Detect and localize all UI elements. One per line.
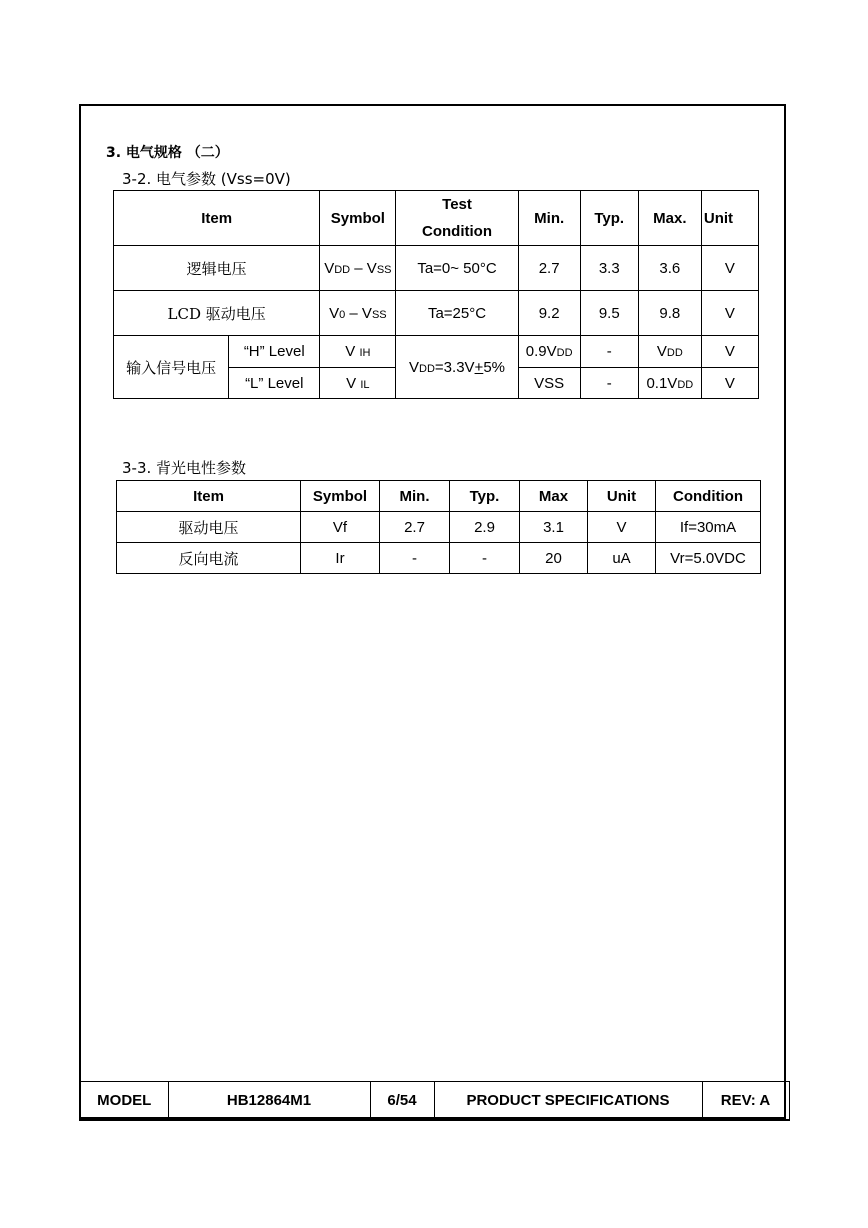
- col-test-line2: Condition: [422, 223, 492, 240]
- row-condition: Ta=0~ 50°C: [396, 246, 518, 291]
- col-item: Item: [114, 191, 320, 246]
- col-condition: Condition: [656, 481, 761, 512]
- col-unit: Unit: [588, 481, 656, 512]
- col-typ: Typ.: [580, 191, 638, 246]
- col-typ: Typ.: [450, 481, 520, 512]
- row-max: 0.1VDD: [638, 368, 701, 399]
- row-level: “L” Level: [229, 368, 320, 399]
- row-max: 9.8: [638, 291, 701, 336]
- table-row: [117, 512, 761, 543]
- col-test-condition: [396, 191, 518, 246]
- row-symbol: Ir: [301, 543, 380, 574]
- col-symbol: Symbol: [301, 481, 380, 512]
- footer-bar: [79, 1081, 790, 1121]
- row-typ: 2.9: [450, 512, 520, 543]
- row-symbol: V IL: [320, 368, 396, 399]
- col-symbol: Symbol: [320, 191, 396, 246]
- row-condition: Vr=5.0VDC: [656, 543, 761, 574]
- row-symbol: VDD – VSS: [320, 246, 396, 291]
- row-min: 2.7: [380, 512, 450, 543]
- footer-rev: REV: A: [702, 1082, 789, 1121]
- row-item: 驱动电压: [117, 512, 301, 543]
- row-condition: If=30mA: [656, 512, 761, 543]
- table-header-row: [117, 481, 761, 512]
- row-min: VSS: [518, 368, 580, 399]
- col-min: Min.: [518, 191, 580, 246]
- row-unit: V: [701, 368, 758, 399]
- row-min: -: [380, 543, 450, 574]
- row-item: 反向电流: [117, 543, 301, 574]
- section-title: 3. 电气规格 （二）: [106, 145, 229, 161]
- row-item: 输入信号电压: [114, 336, 229, 399]
- row-unit: V: [701, 336, 758, 368]
- row-typ: -: [580, 368, 638, 399]
- row-max: 20: [520, 543, 588, 574]
- col-unit: Unit: [701, 191, 758, 246]
- row-unit: V: [701, 246, 758, 291]
- row-min: 9.2: [518, 291, 580, 336]
- row-symbol: Vf: [301, 512, 380, 543]
- row-typ: 9.5: [580, 291, 638, 336]
- col-max: Max.: [638, 191, 701, 246]
- row-typ: -: [580, 336, 638, 368]
- electrical-params-table: [113, 190, 759, 399]
- row-symbol: V0 – VSS: [320, 291, 396, 336]
- col-item: Item: [117, 481, 301, 512]
- col-min: Min.: [380, 481, 450, 512]
- table-row: [114, 291, 759, 336]
- row-unit: uA: [588, 543, 656, 574]
- backlight-params-table: [116, 480, 761, 574]
- col-max: Max: [520, 481, 588, 512]
- table-row: [114, 336, 759, 368]
- footer-page: 6/54: [370, 1082, 434, 1121]
- row-unit: V: [588, 512, 656, 543]
- table-row: [114, 246, 759, 291]
- row-condition: VDD=3.3V+5%: [396, 336, 518, 399]
- table-row: [117, 543, 761, 574]
- row-max: 3.1: [520, 512, 588, 543]
- table-header-row: [114, 191, 759, 246]
- row-min: 2.7: [518, 246, 580, 291]
- row-typ: 3.3: [580, 246, 638, 291]
- row-max: VDD: [638, 336, 701, 368]
- row-symbol: V IH: [320, 336, 396, 368]
- row-min: 0.9VDD: [518, 336, 580, 368]
- row-max: 3.6: [638, 246, 701, 291]
- col-test-line1: Test: [442, 196, 472, 213]
- row-level: “H” Level: [229, 336, 320, 368]
- backlight-params-title: 3-3. 背光电性参数: [122, 459, 247, 477]
- row-typ: -: [450, 543, 520, 574]
- footer-doc-title: PRODUCT SPECIFICATIONS: [434, 1082, 702, 1121]
- row-item: 逻辑电压: [114, 246, 320, 291]
- footer-model-label: MODEL: [80, 1082, 168, 1121]
- electrical-params-title: 3-2. 电气参数 (Vss=0V): [122, 170, 291, 188]
- row-condition: Ta=25°C: [396, 291, 518, 336]
- footer-model: HB12864M1: [168, 1082, 370, 1121]
- row-item: LCD 驱动电压: [114, 291, 320, 336]
- row-unit: V: [701, 291, 758, 336]
